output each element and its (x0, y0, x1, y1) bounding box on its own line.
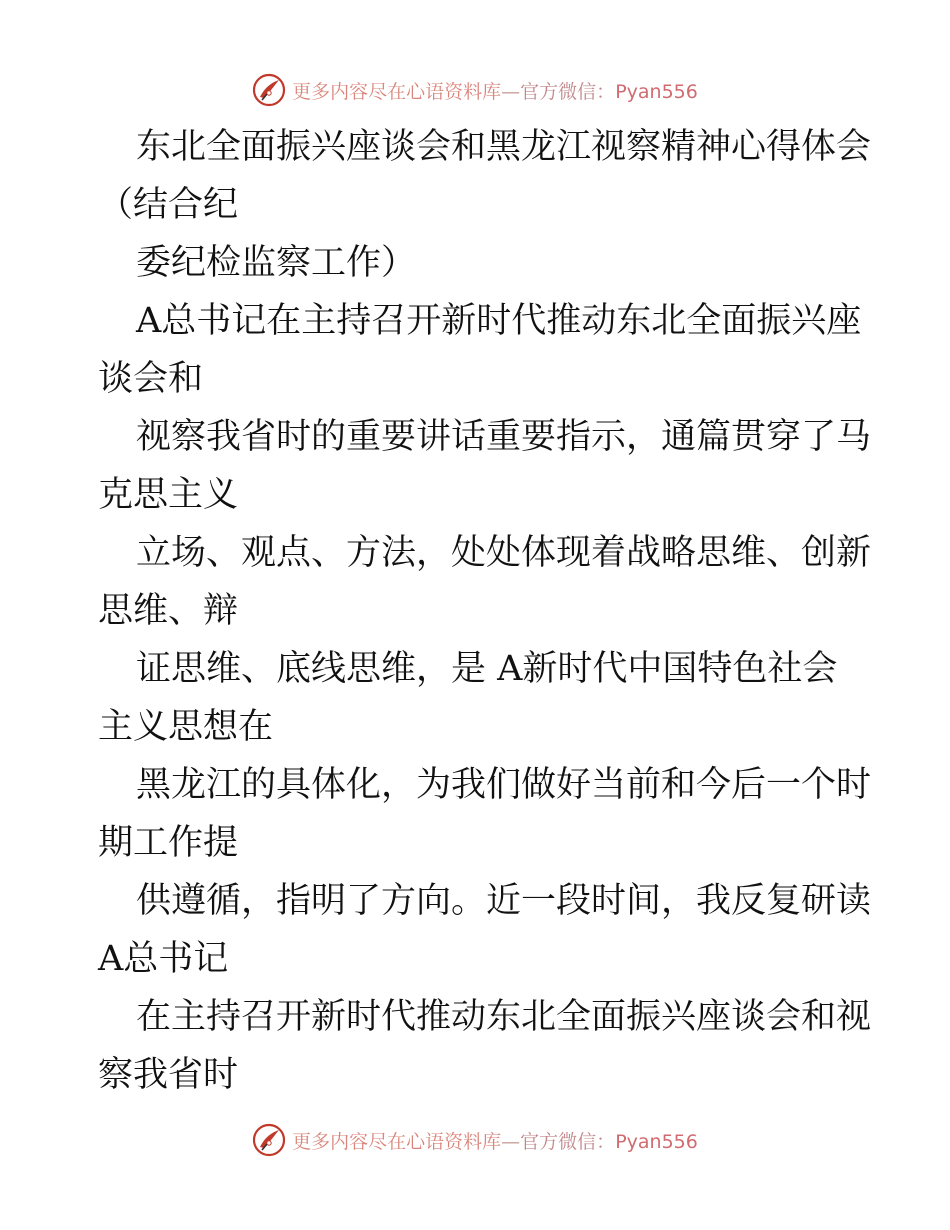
footer-banner (0, 1120, 950, 1160)
text-line: A总书记在主持召开新时代推动东北全面振兴座 (136, 301, 862, 341)
text-line: 东北全面振兴座谈会和黑龙江视察精神心得体会 (136, 127, 872, 167)
footer-wechat-label: 官方微信： (520, 1130, 616, 1153)
text-line: 证思维、底线思维，是 A新时代中国特色社会 (136, 649, 838, 689)
quill-logo-icon (252, 1123, 286, 1157)
footer-site-name: 更多内容尽在心语资料库 (292, 1130, 502, 1153)
text-line: 供遵循，指明了方向。近一段时间，我反复研读 (136, 881, 872, 921)
header-wechat-id: Pyan556 (615, 80, 698, 103)
text-line: 期工作提 (98, 823, 239, 863)
quill-logo-icon (252, 73, 286, 107)
header-site-name: 更多内容尽在心语资料库 (292, 80, 502, 103)
text-line: 思维、辩 (98, 591, 239, 631)
text-line: 察我省时 (98, 1055, 239, 1095)
header-banner-text (292, 77, 698, 104)
footer-separator: — (501, 1130, 521, 1153)
text-line: 黑龙江的具体化，为我们做好当前和今后一个时 (136, 765, 872, 805)
text-line: （结合纪 (98, 185, 239, 225)
text-line: A总书记 (98, 939, 229, 979)
header-separator: — (501, 80, 521, 103)
header-banner (0, 70, 950, 110)
document-body (98, 118, 872, 1104)
text-line: 克思主义 (98, 475, 239, 515)
footer-banner-text (292, 1127, 698, 1154)
footer-wechat-id: Pyan556 (615, 1130, 698, 1153)
text-line: 委纪检监察工作） (136, 243, 417, 283)
text-line: 在主持召开新时代推动东北全面振兴座谈会和视 (136, 997, 872, 1037)
header-wechat-label: 官方微信： (520, 80, 616, 103)
text-line: 视察我省时的重要讲话重要指示，通篇贯穿了马 (136, 417, 872, 457)
text-line: 谈会和 (98, 359, 204, 399)
text-line: 立场、观点、方法，处处体现着战略思维、创新 (136, 533, 872, 573)
text-line: 主义思想在 (98, 707, 274, 747)
